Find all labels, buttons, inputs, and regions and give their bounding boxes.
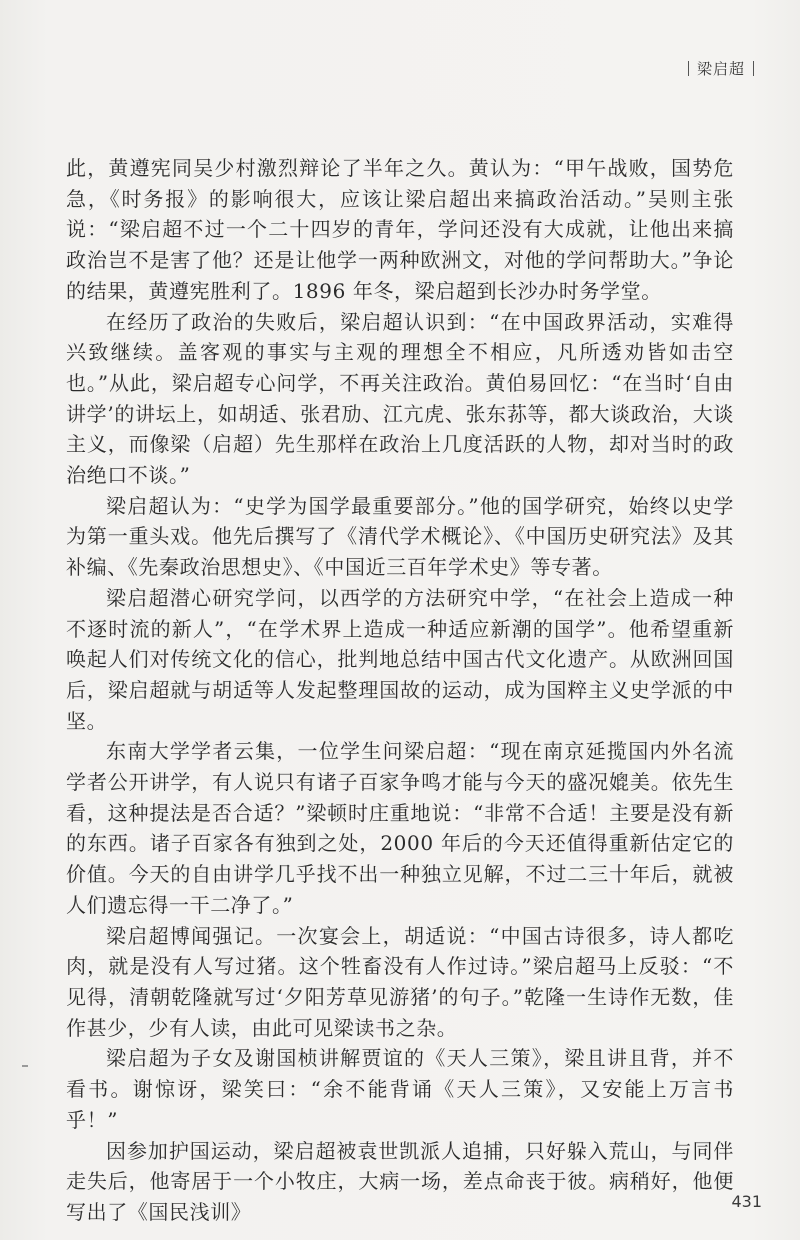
running-header [680, 58, 762, 79]
header-divider-left [688, 61, 689, 76]
paragraph: 梁启超潜心研究学问，以西学的方法研究中学，“在社会上造成一种不逐时流的新人”，“在学术界上造成一种适应新潮的国学”。他希望重新唤起人们对传统文化的信心，批判地总结中国古代文化遗产。从欧洲回国后，梁启超就与胡适等人发起整理国故的运动，成为国粹主义史学派的中坚。 [66, 585, 734, 733]
paragraph: 在经历了政治的失败后，梁启超认识到：“在中国政界活动，实难得兴致继续。盖客观的事实与主观的理想全不相应，凡所透劝皆如击空也。”从此，梁启超专心问学，不再关注政治。黄伯易回忆：“在当时‘自由讲学’的讲坛上，如胡适、张君劢、江亢虎、张东荪等，都大谈政治，大谈主义，而像梁（启超）先生那样在政治上几度活跃的人物，却对当时的政治绝口不谈。” [66, 309, 734, 488]
page-number: 431 [731, 1192, 762, 1211]
paragraph: 东南大学学者云集，一位学生问梁启超：“现在南京延揽国内外名流学者公开讲学，有人说只有诸子百家争鸣才能与今天的盛况媲美。依先生看，这种提法是否合适？”梁顿时庄重地说：“非常不合适！主要是没有新的东西。诸子百家各有独到之处，2000 年后的今天还值得重新估定它的价值。今天的自由讲学几乎找不出一种独立见解，不过二三十年后，就被人们遗忘得一干二净了。” [66, 739, 734, 917]
header-divider-right [753, 61, 754, 76]
running-title: 梁启超 [696, 60, 745, 78]
paragraph: 梁启超博闻强记。一次宴会上，胡适说：“中国古诗很多，诗人都吃肉，就是没有人写过猪。这个牲畜没有人作过诗。”梁启超马上反驳：“不见得，清朝乾隆就写过‘夕阳芳草见游猪’的句子。”乾隆一生诗作无数，佳作甚少，少有人读，由此可见梁读书之杂。 [66, 923, 734, 1040]
paragraph-continued: 此，黄遵宪同吴少村激烈辩论了半年之久。黄认为：“甲午战败，国势危急，《时务报》的影响很大，应该让梁启超出来搞政治活动。”吴则主张说：“梁启超不过一个二十四岁的青年，学问还没有大成就，让他出来搞政治岂不是害了他？还是让他学一两种欧洲文，对他的学问帮助大。”争论的结果，黄遵宪胜利了。1896 年冬，梁启超到长沙办时务学堂。 [66, 156, 734, 303]
paragraph: 梁启超认为：“史学为国学最重要部分。”他的国学研究，始终以史学为第一重头戏。他先后撰写了《清代学术概论》、《中国历史研究法》及其补编、《先秦政治思想史》、《中国近三百年学术史》等专著。 [66, 493, 734, 580]
paragraph: 梁启超为子女及谢国桢讲解贾谊的《天人三策》，梁且讲且背，并不看书。谢惊讶，梁笑曰：“余不能背诵《天人三策》，又安能上万言书乎！” [66, 1046, 734, 1132]
paragraph: 因参加护国运动，梁启超被袁世凯派人追捕，只好躲入荒山，与同伴走失后，他寄居于一个小牧庄，大病一场，差点命丧于彼。病稍好，他便写出了《国民浅训》 [66, 1138, 734, 1224]
margin-mark [22, 1065, 28, 1067]
body-text [66, 153, 734, 1228]
